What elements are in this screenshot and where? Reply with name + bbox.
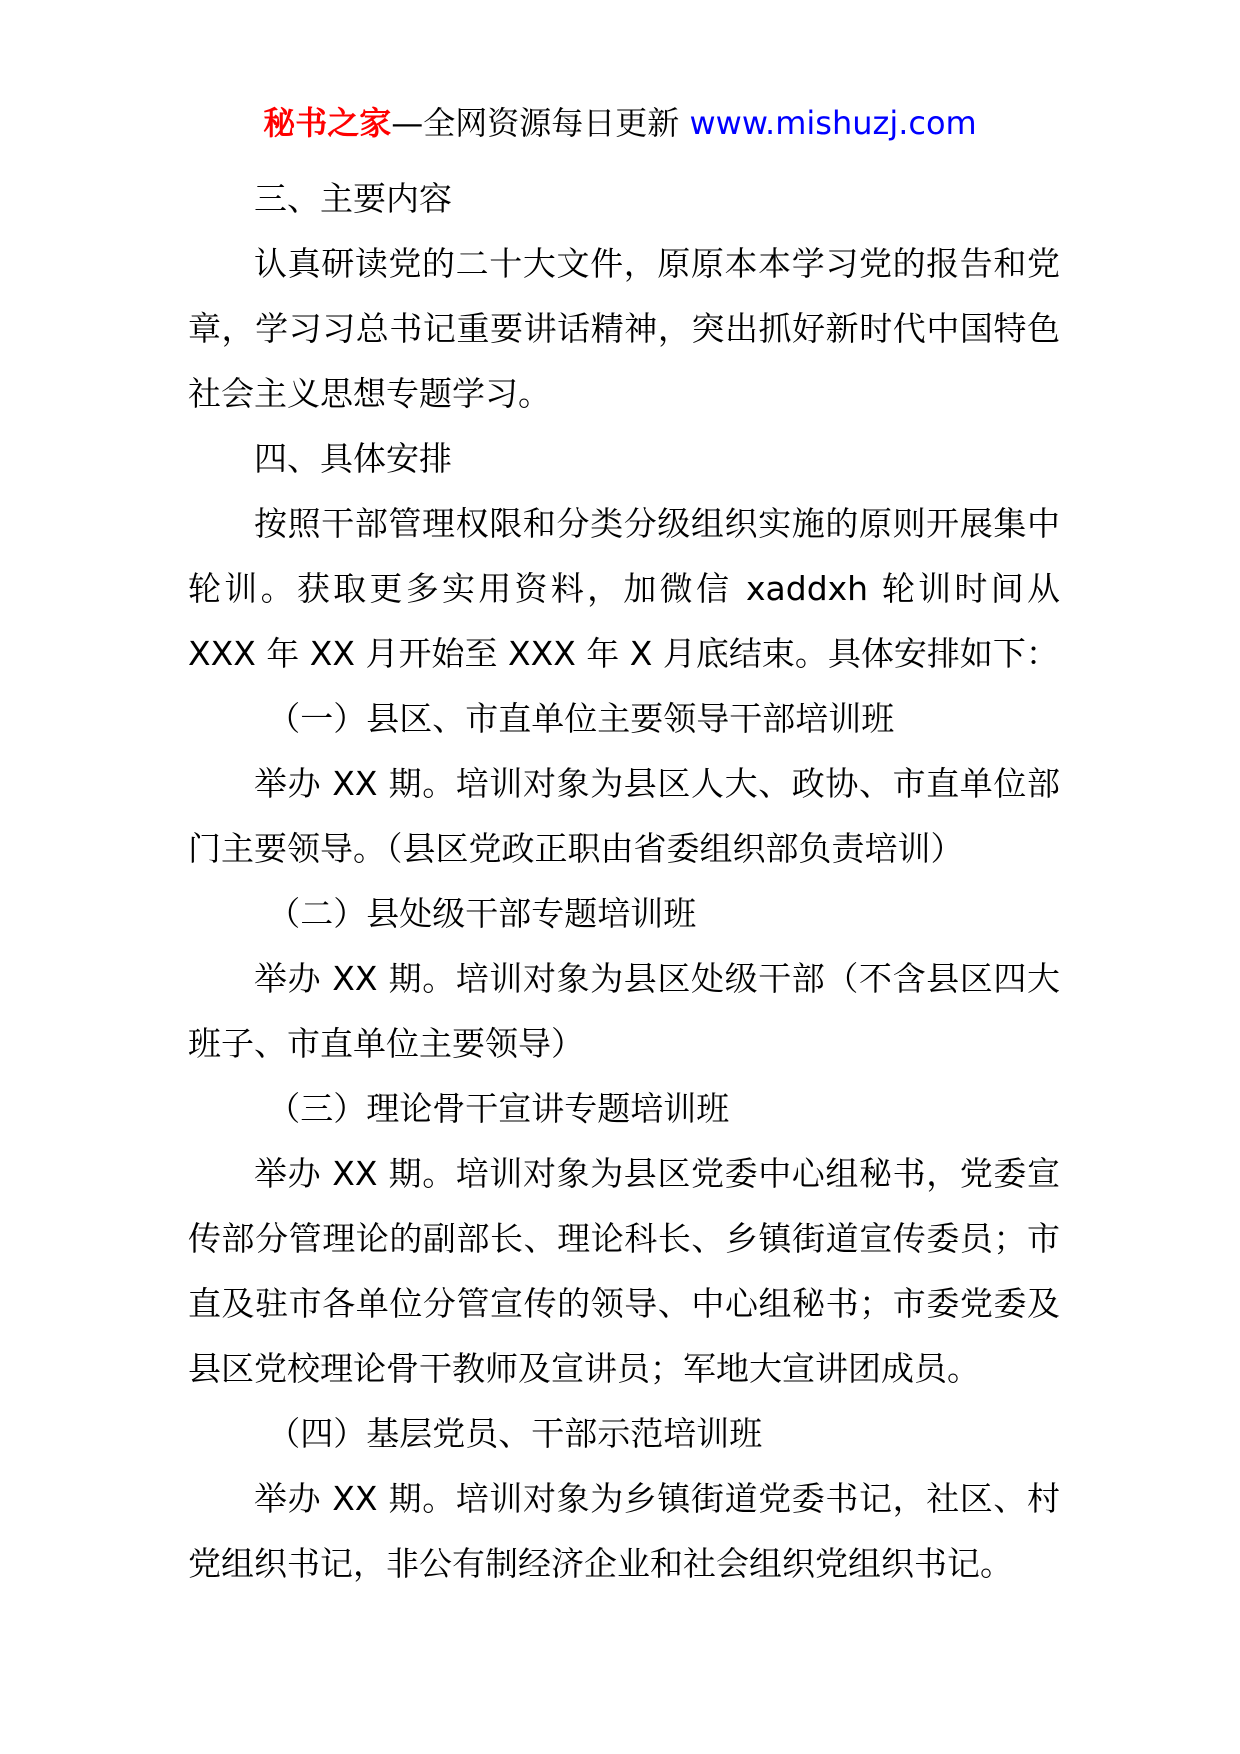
paragraph-leaders-training: 举办 XX 期。培训对象为县区人大、政协、市直单位部门主要领导。（县区党政正职由省委组织部负责培训）: [188, 764, 1060, 868]
paragraph-arrangements: 按照干部管理权限和分类分级组织实施的原则开展集中轮训。获取更多实用资料，加微信 xaddxh 轮训时间从 XXX 年 XX 月开始至 XXX 年 X 月底结束。具体安排如下：: [188, 504, 1060, 673]
paragraph-grassroots-training: 举办 XX 期。培训对象为乡镇街道党委书记，社区、村党组织书记，非公有制经济企业和社会组织党组织书记。: [188, 1479, 1060, 1583]
subheading-grassroots-training: （四）基层党员、干部示范培训班: [267, 1414, 763, 1453]
document-body: [188, 166, 1060, 1596]
subheading-theory-lecture-training: （三）理论骨干宣讲专题培训班: [267, 1089, 730, 1128]
subheading-leaders-training: （一）县区、市直单位主要领导干部培训班: [267, 699, 895, 738]
section-heading-main-content: 三、主要内容: [254, 179, 452, 218]
brand-name: 秘书之家: [263, 104, 392, 142]
section-heading-arrangements: 四、具体安排: [254, 439, 452, 478]
brand-tagline: —全网资源每日更新: [391, 104, 690, 142]
paragraph-theory-lecture-training: 举办 XX 期。培训对象为县区党委中心组秘书，党委宣传部分管理论的副部长、理论科长、乡镇街道宣传委员；市直及驻市各单位分管宣传的领导、中心组秘书；市委党委及县区党校理论骨干教师及宣讲员；军地大宣讲团成员。: [188, 1154, 1060, 1388]
subheading-county-cadres-training: （二）县处级干部专题培训班: [267, 894, 697, 933]
site-watermark-header: [0, 101, 1240, 145]
site-url: www.mishuzj.com: [689, 104, 977, 142]
paragraph-county-cadres-training: 举办 XX 期。培训对象为县区处级干部（不含县区四大班子、市直单位主要领导）: [188, 959, 1060, 1063]
paragraph-main-content: 认真研读党的二十大文件，原原本本学习党的报告和党章，学习习总书记重要讲话精神，突出抓好新时代中国特色社会主义思想专题学习。: [188, 244, 1060, 413]
